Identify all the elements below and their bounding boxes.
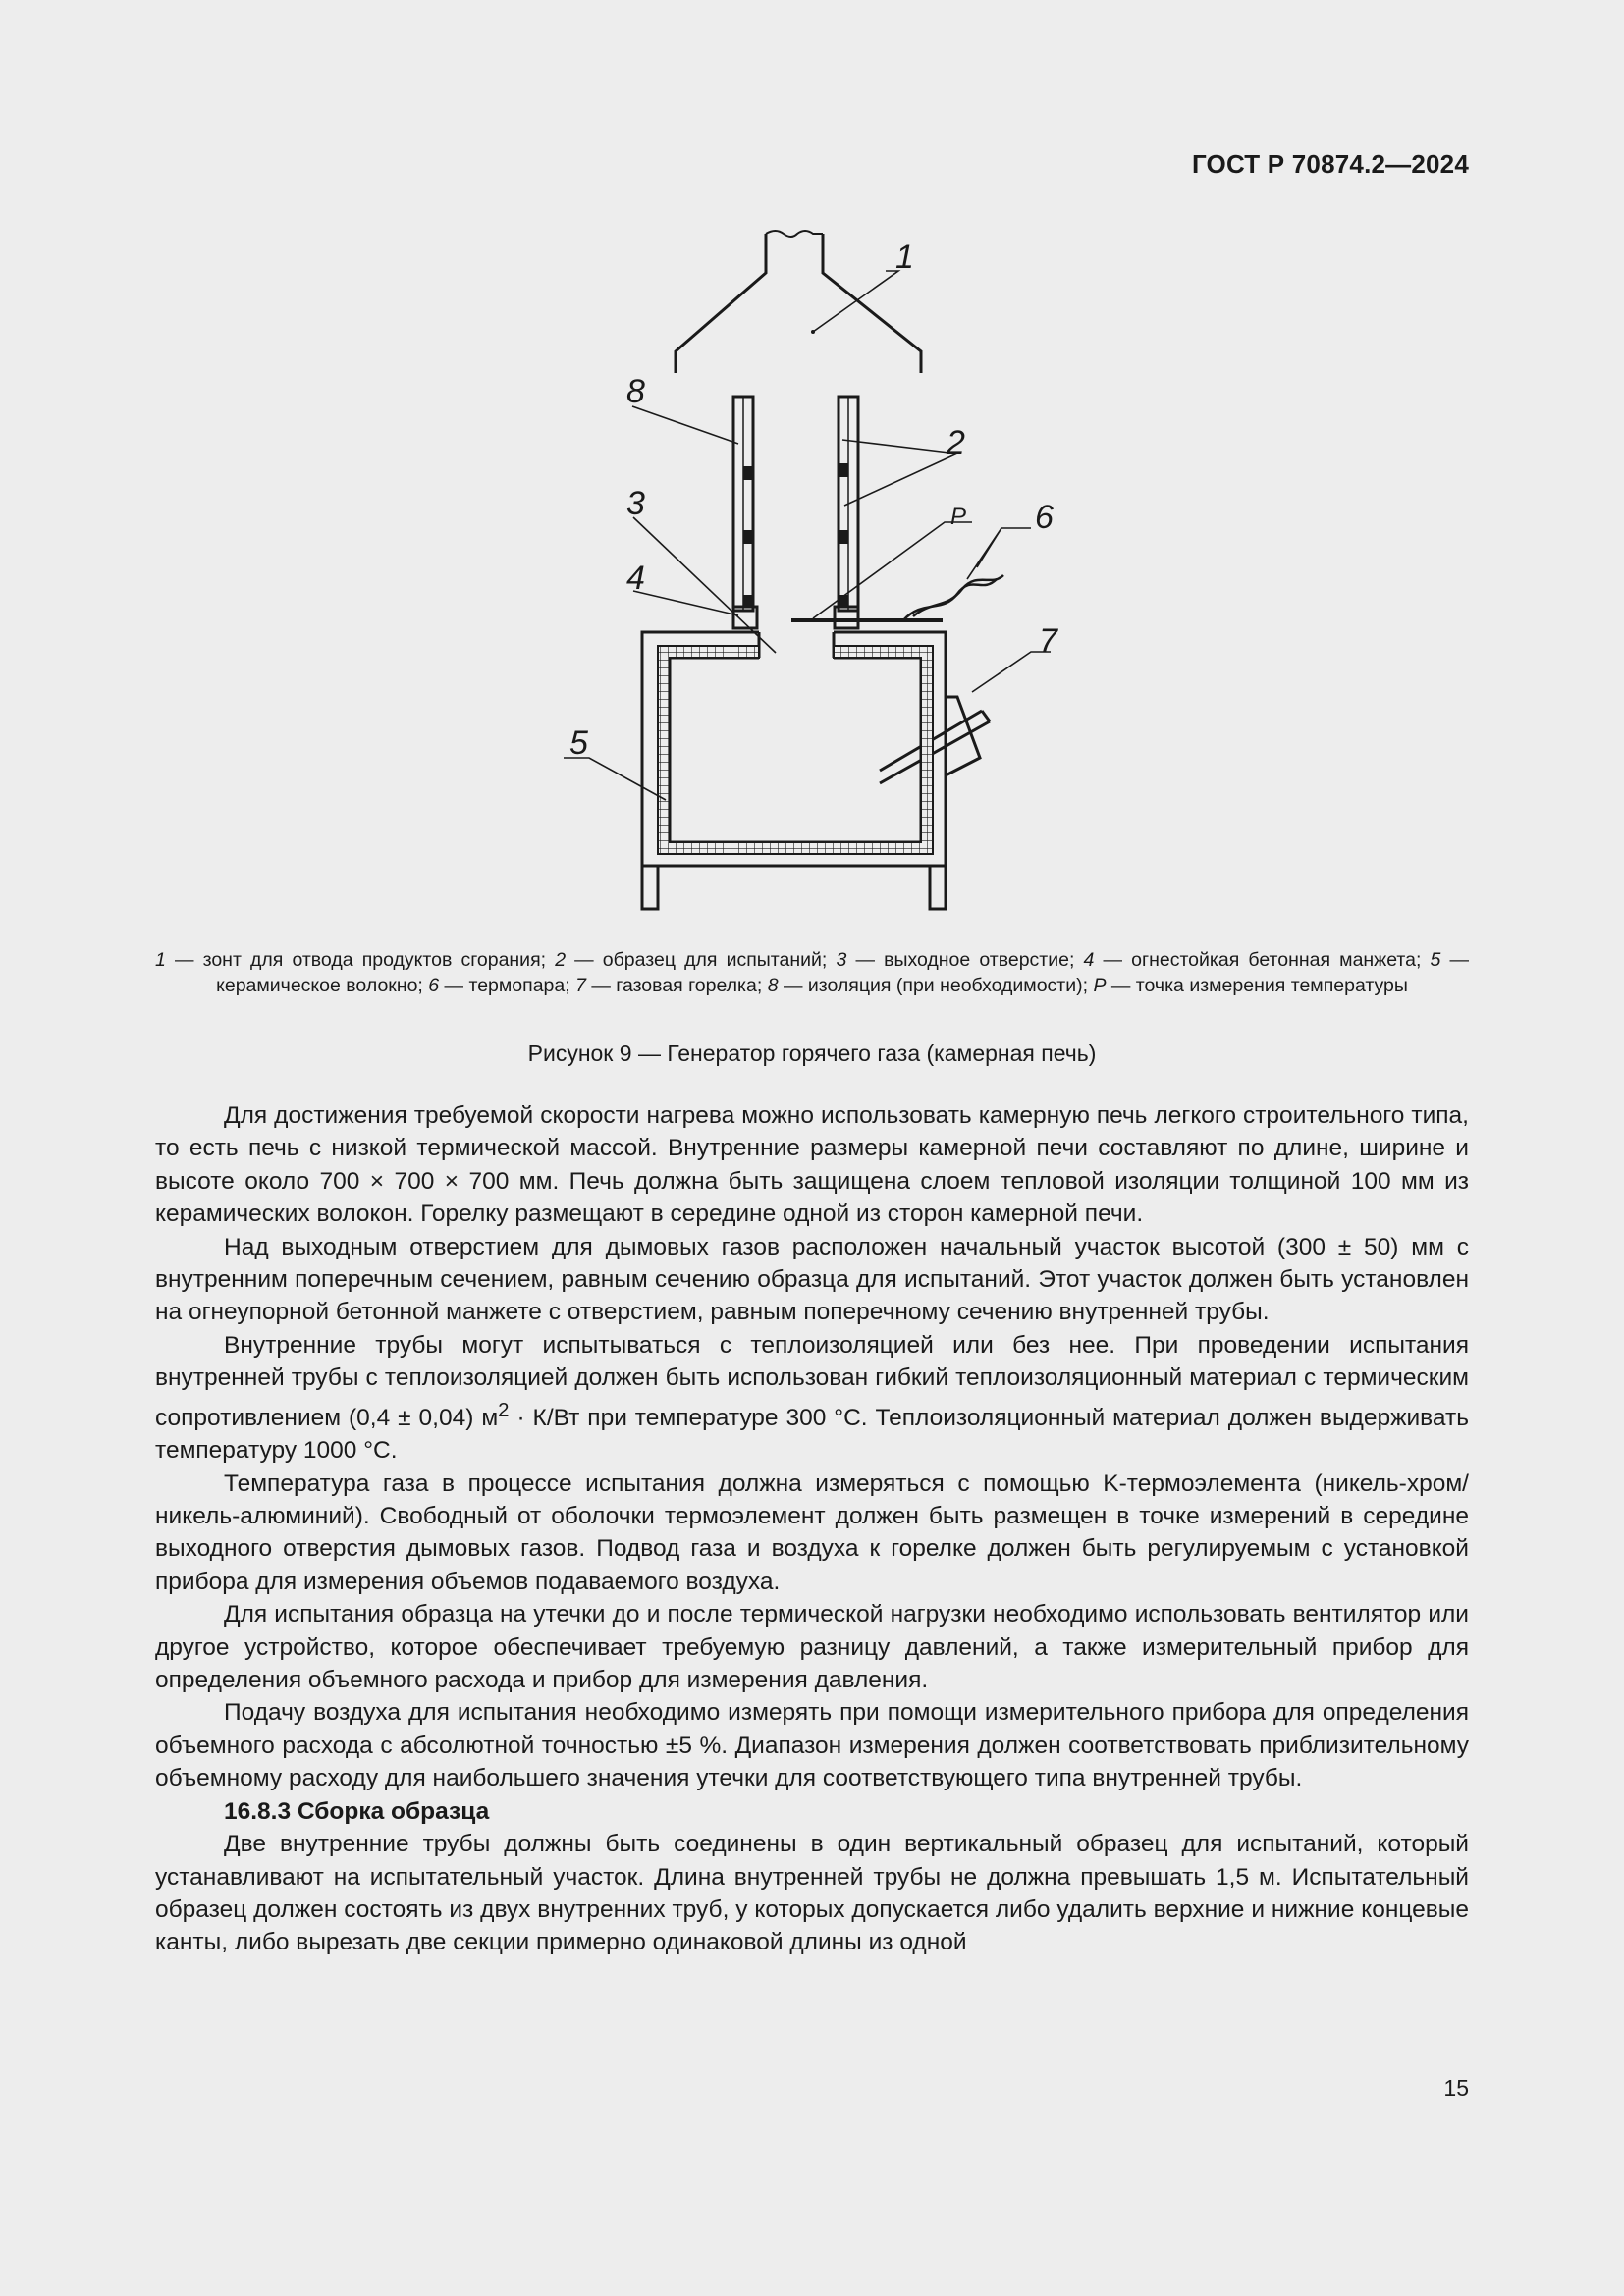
legend-num: 6 <box>428 975 440 996</box>
label-2: 2 <box>947 424 965 461</box>
paragraph: Над выходным отверстием для дымовых газов расположен начальный участок высотой (300 ± 50) мм с внутренним поперечным сечением, равным сечению образца для испытаний. Этот участок должен быть установлен на огнеупорной бетонной манжете с отверстием, равным поперечному сечению внутренней трубы. <box>155 1233 1469 1326</box>
superscript: 2 <box>498 1399 510 1421</box>
thermocouple-wire-2 <box>913 575 1003 616</box>
leader-2 <box>842 440 957 506</box>
legend-text: — зонт для отвода продуктов сгорания; <box>165 949 556 971</box>
hood <box>676 234 921 373</box>
legend-text: — точка измерения температуры <box>1106 975 1408 996</box>
figure-hot-gas-generator <box>0 224 1624 921</box>
legend-num: P <box>1093 975 1107 996</box>
legend-text: — образец для испытаний; <box>566 949 837 971</box>
legend-num: 7 <box>575 975 586 996</box>
legend-num: 1 <box>155 949 166 971</box>
section-heading: 16.8.3 Сборка образца <box>224 1797 490 1825</box>
legend-text: — термопара; <box>439 975 576 996</box>
document-code-header: ГОСТ Р 70874.2—2024 <box>1191 149 1469 179</box>
furnace-leg-right <box>930 866 946 909</box>
legend-text: — огнестойкая бетонная манжета; <box>1094 949 1431 971</box>
label-6: 6 <box>1035 499 1054 536</box>
label-7: 7 <box>1039 622 1057 660</box>
furnace-inner-wall <box>670 658 921 842</box>
furnace-diagram <box>0 224 1624 921</box>
main-text <box>155 1099 1469 1959</box>
legend-num: 5 <box>1430 949 1441 971</box>
figure-legend <box>155 947 1469 998</box>
hood-break-line <box>766 231 823 237</box>
label-5: 5 <box>569 724 588 762</box>
leader-P <box>813 522 972 618</box>
legend-num: 8 <box>767 975 779 996</box>
leader-5 <box>564 758 666 800</box>
paragraph-part: Внутренние трубы могут испытываться с теплоизоляцией или без нее. При проведении испытания внутренней трубы с теплоизоляцией должен быть использован гибкий теплоизоляционный материал с термическим сопротивлением (0,4 ± 0,04) м <box>155 1331 1469 1431</box>
furnace-outer-wall <box>642 632 946 866</box>
figure-caption: Рисунок 9 — Генератор горячего газа (камерная печь) <box>527 1041 1097 1066</box>
label-8: 8 <box>626 373 645 410</box>
leader-6 <box>967 528 1031 579</box>
specimen-markers <box>743 463 848 607</box>
legend-num: 3 <box>836 949 847 971</box>
paragraph: Для достижения требуемой скорости нагрева можно использовать камерную печь легкого строительного типа, то есть печь с низкой термической массой. Внутренние размеры камерной печи составляют по длине, ширине и высоте около 700 × 700 × 700 мм. Печь должна быть защищена слоем тепловой изоляции толщиной 100 мм из керамических волокон. Горелку размещают в середине одной из сторон камерной печи. <box>155 1102 1469 1228</box>
paragraph: Подачу воздуха для испытания необходимо измерять при помощи измерительного прибора для определения объемного расхода с абсолютной точностью ±5 %. Диапазон измерения должен соответствовать приблизительному объемному расходу для наибольшего значения утечки для соответствующего типа внутренней трубы. <box>155 1699 1469 1792</box>
page-number: 15 <box>1443 2075 1469 2101</box>
paragraph-part: · К/Вт при температуре 300 °С. Теплоизоляционный материал должен выдерживать температуру 1000 °С. <box>155 1404 1469 1465</box>
paragraph: Две внутренние трубы должны быть соединены в один вертикальный образец для испытаний, который устанавливают на испытательный участок. Длина внутренней трубы не должна превышать 1,5 м. Испытательный образец должен состоять из двух внутренних труб, у которых допускается либо удалить верхние и нижние концевые канты, либо вырезать две секции примерно одинаковой длины из одной <box>155 1831 1469 1956</box>
leader-8 <box>632 406 738 444</box>
burner-tube-bottom <box>880 721 990 783</box>
legend-text: — газовая горелка; <box>585 975 768 996</box>
legend-text: — изоляция (при необходимости); <box>778 975 1094 996</box>
label-1: 1 <box>895 239 914 276</box>
paragraph <box>155 1329 1469 1468</box>
legend-text: — керамическое волокно; <box>216 949 1470 996</box>
ceramic-fibre-layer <box>658 646 933 854</box>
label-4: 4 <box>626 560 645 597</box>
paragraph: Температура газа в процессе испытания должна измеряться с помощью K-термоэлемента (никель-хром/никель-алюминий). Свободный от оболочки термоэлемент должен быть размещен в точке измерений в середине выходного отверстия дымовых газов. Подвод газа и воздуха к горелке должен быть регулируемым с установкой прибора для измерения объемов подаваемого воздуха. <box>155 1469 1469 1595</box>
legend-num: 2 <box>555 949 567 971</box>
furnace-leg-left <box>642 866 658 909</box>
label-P: P <box>950 504 967 530</box>
legend-num: 4 <box>1083 949 1095 971</box>
legend-text: — выходное отверстие; <box>846 949 1084 971</box>
label-3: 3 <box>626 485 645 522</box>
paragraph: Для испытания образца на утечки до и после термической нагрузки необходимо использовать вентилятор или другое устройство, которое обеспечивает требуемую разницу давлений, а также измерительный прибор для определения объемного расхода и прибор для измерения давления. <box>155 1601 1469 1694</box>
